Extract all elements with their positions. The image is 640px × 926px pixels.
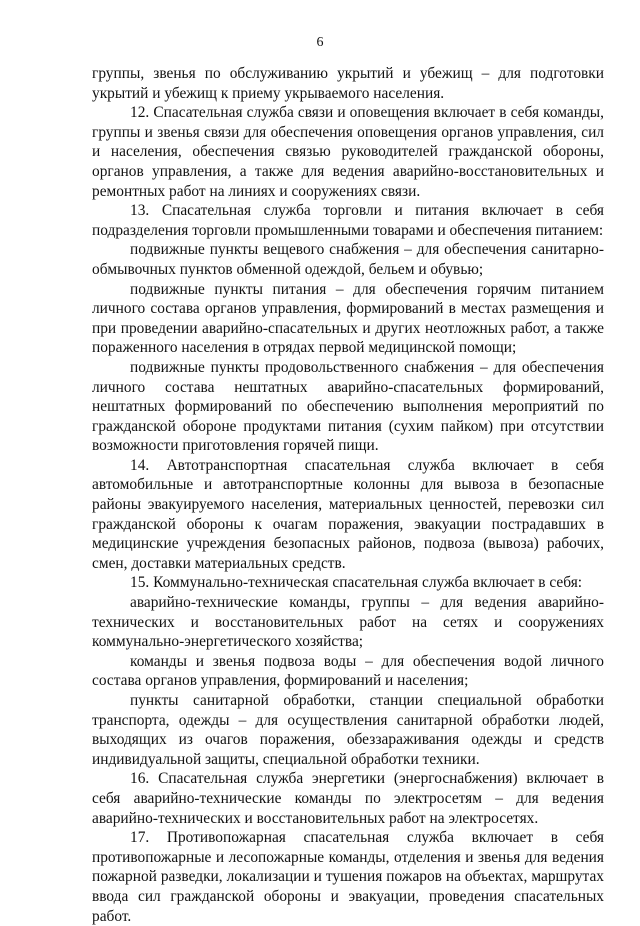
paragraph-item-16: 16. Спасательная служба энергетики (энергоснабжения) включает в себя аварийно-технические команды по электросетям – для ведения аварийно-технических и восстановительных работ на электросетях. — [92, 770, 604, 827]
paragraph-continuation: группы, звенья по обслуживанию укрытий и убежищ – для подготовки укрытий и убежищ к приему укрываемого населения. — [92, 65, 604, 102]
paragraph-sub-provision-supply: подвижные пункты продовольственного снабжения – для обеспечения личного состава нештатных аварийно-спасательных формирований, нештатных формирований по обеспечению выполнения мероприятий по гражданской обороне продуктами питания (сухим пайком) при отсутствии возможности приготовления горячей пищи. — [92, 358, 604, 455]
paragraph-sub-water-delivery: команды и звенья подвоза воды – для обеспечения водой личного состава органов управления, формирований и населения; — [92, 652, 604, 690]
paragraph-item-13: 13. Спасательная служба торговли и питания включает в себя подразделения торговли промышленными товарами и обеспечения питанием: — [92, 202, 604, 239]
paragraph-item-12: 12. Спасательная служба связи и оповещения включает в себя команды, группы и звенья связи для обеспечения оповещения органов управления, сил и населения, обеспечения связью руководителей гражданской обороны, органов управления, а также для ведения аварийно-восстановительных и ремонтных работ на линиях и сооружениях связи. — [92, 104, 604, 200]
paragraph-sub-clothing-supply: подвижные пункты вещевого снабжения – для обеспечения санитарно-обмывочных пунктов обменной одеждой, бельем и обувью; — [92, 241, 604, 278]
paragraph-sub-emergency-teams: аварийно-технические команды, группы – для ведения аварийно-технических и восстановительных работ на сетях и сооружениях коммунально-энергетического хозяйства; — [92, 594, 604, 651]
document-body — [92, 64, 604, 926]
page-number: 6 — [316, 35, 324, 50]
paragraph-item-14: 14. Автотранспортная спасательная служба включает в себя автомобильные и автотранспортные колонны для вывоза в безопасные районы эвакуируемого населения, материальных ценностей, перевозки сил гражданской обороны к очагам поражения, эвакуации пострадавших в медицинские учреждения безопасных районов, подвоза (вывоза) рабочих, смен, доставки материальных средств. — [92, 456, 604, 572]
paragraph-sub-food-points: подвижные пункты питания – для обеспечения горячим питанием личного состава органов управления, формирований в местах размещения и при проведении аварийно-спасательных и других неотложных работ, а также пораженного населения в отрядах первой медицинской помощи; — [92, 280, 604, 357]
paragraph-item-17: 17. Противопожарная спасательная служба включает в себя противопожарные и лесопожарные команды, отделения и звенья для ведения пожарной разведки, локализации и тушения пожаров на объектах, маршрутах ввода сил гражданской обороны и эвакуации, проведения спасательных работ. — [92, 829, 604, 925]
paragraph-sub-sanitation-points: пункты санитарной обработки, станции специальной обработки транспорта, одежды – для осуществления санитарной обработки людей, выходящих из очагов поражения, обеззараживания одежды и средств индивидуальной защиты, специальной обработки техники. — [92, 692, 604, 768]
paragraph-item-15: 15. Коммунально-техническая спасательная служба включает в себя: — [130, 574, 583, 592]
